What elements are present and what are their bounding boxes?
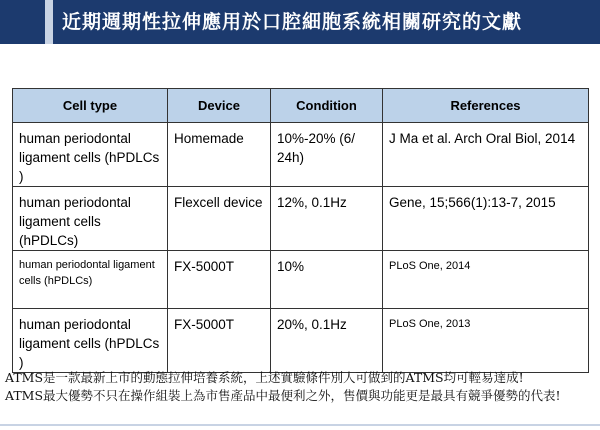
cell-type: human periodontal ligament cells (hPDLCs) xyxy=(13,251,168,309)
column-header-references: References xyxy=(383,89,589,123)
column-header-condition: Condition xyxy=(271,89,383,123)
title-bar xyxy=(0,0,600,44)
cell-type: human periodontal ligament cells (hPDLCs ) xyxy=(13,123,168,187)
table-row xyxy=(13,251,589,309)
reference: Gene, 15;566(1):13-7, 2015 xyxy=(383,187,589,251)
device: FX-5000T xyxy=(168,251,271,309)
reference: PLoS One, 2014 xyxy=(383,251,589,309)
condition: 12%, 0.1Hz xyxy=(271,187,383,251)
table-header-row xyxy=(13,89,589,123)
note-line-2: ATMS最大優勢不只在操作組裝上為市售產品中最便利之外，售價與功能更是最具有競爭優勢的代表! xyxy=(5,388,561,403)
table-row xyxy=(13,187,589,251)
reference: J Ma et al. Arch Oral Biol, 2014 xyxy=(383,123,589,187)
device: FX-5000T xyxy=(168,309,271,373)
column-header-device: Device xyxy=(168,89,271,123)
condition: 10%-20% (6/ 24h) xyxy=(271,123,383,187)
table-row xyxy=(13,123,589,187)
column-header-cell-type: Cell type xyxy=(13,89,168,123)
cell-type: human periodontal ligament cells (hPDLCs ) xyxy=(13,309,168,373)
condition: 10% xyxy=(271,251,383,309)
footer-divider xyxy=(0,424,600,426)
table-row xyxy=(13,309,589,373)
literature-table xyxy=(12,88,589,373)
title-accent-bar xyxy=(45,0,53,44)
condition: 20%, 0.1Hz xyxy=(271,309,383,373)
device: Flexcell device xyxy=(168,187,271,251)
cell-type: human periodontal ligament cells (hPDLCs) xyxy=(13,187,168,251)
note-line-1: ATMS是一款最新上市的動態拉伸培養系統，上述實驗條件別人可做到的ATMS均可輕易達成! xyxy=(5,370,524,385)
reference: PLoS One, 2013 xyxy=(383,309,589,373)
page-title: 近期週期性拉伸應用於口腔細胞系統相關研究的文獻 xyxy=(62,11,523,33)
device: Homemade xyxy=(168,123,271,187)
